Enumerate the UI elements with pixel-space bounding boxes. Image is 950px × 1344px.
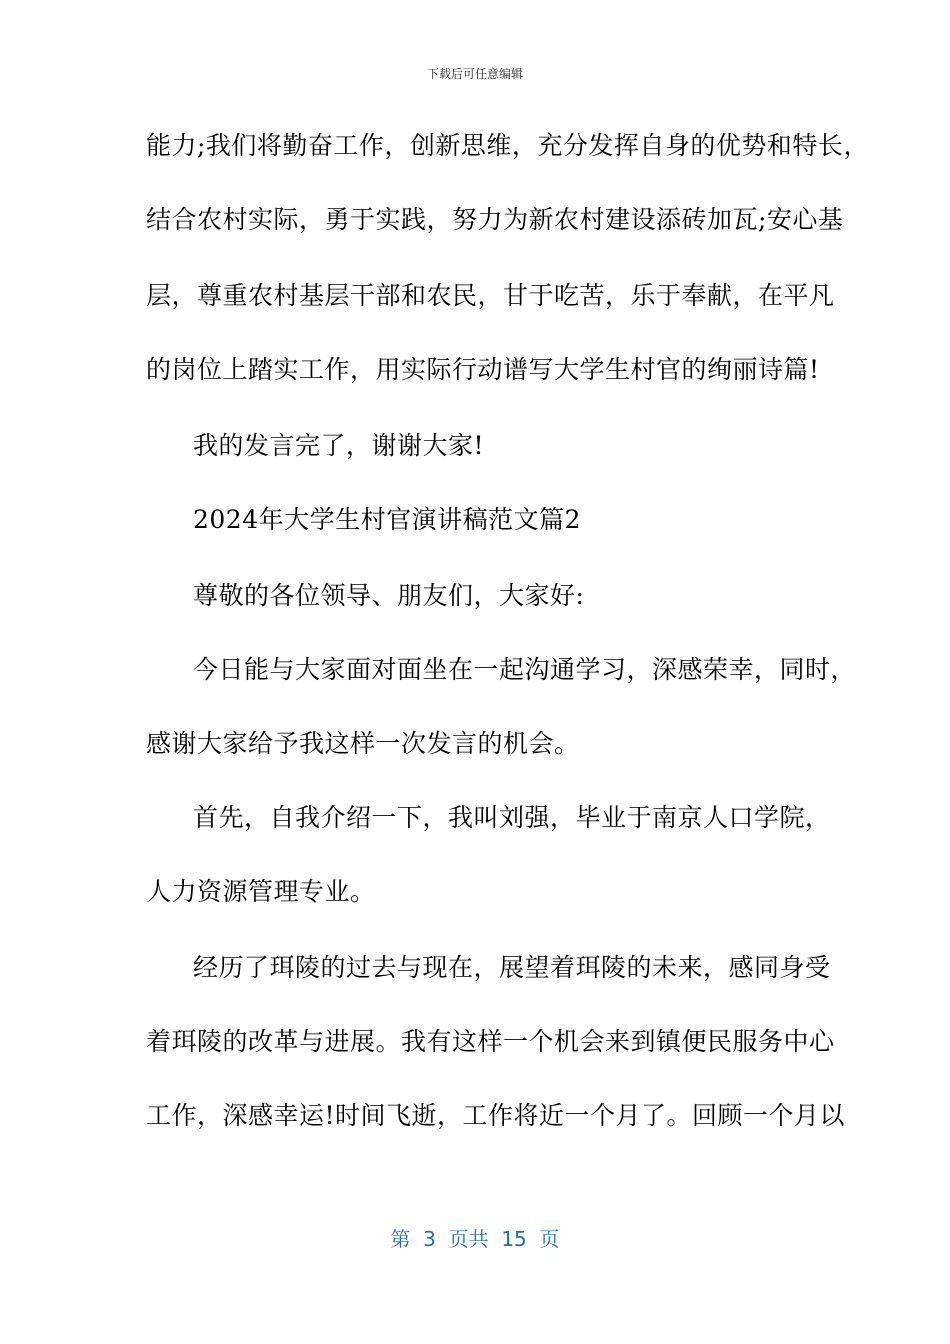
page-header: 下载后可任意编辑 — [426, 67, 523, 81]
body-line: 的岗位上踏实工作，用实际行动谱写大学生村官的绚丽诗篇! — [146, 355, 820, 384]
body-line: 我的发言完了，谢谢大家! — [193, 431, 485, 460]
body-line: 尊敬的各位领导、朋友们，大家好: — [193, 581, 585, 610]
body-line: 首先，自我介绍一下，我叫刘强，毕业于南京人口学院， — [193, 803, 831, 832]
section-title: 2024年大学生村官演讲稿范文篇2 — [193, 505, 582, 534]
page-footer: 第 3 页共 15 页 — [390, 1227, 560, 1251]
body-line: 工作，深感幸运!时间飞逝，工作将近一个月了。回顾一个月以 — [146, 1101, 846, 1130]
body-line: 经历了珥陵的过去与现在，展望着珥陵的未来，感同身受 — [193, 953, 831, 982]
body-line: 感谢大家给予我这样一次发言的机会。 — [146, 729, 580, 758]
body-line: 层，尊重农村基层干部和农民，甘于吃苦，乐于奉献，在平凡 — [146, 281, 835, 310]
body-line: 今日能与大家面对面坐在一起沟通学习，深感荣幸，同时， — [193, 655, 857, 684]
body-line: 能力;我们将勤奋工作，创新思维，充分发挥自身的优势和特长， — [146, 131, 869, 160]
body-line: 人力资源管理专业。 — [146, 877, 376, 906]
body-line: 着珥陵的改革与进展。我有这样一个机会来到镇便民服务中心 — [146, 1027, 835, 1056]
body-line: 结合农村实际，勇于实践，努力为新农村建设添砖加瓦;安心基 — [146, 205, 844, 234]
